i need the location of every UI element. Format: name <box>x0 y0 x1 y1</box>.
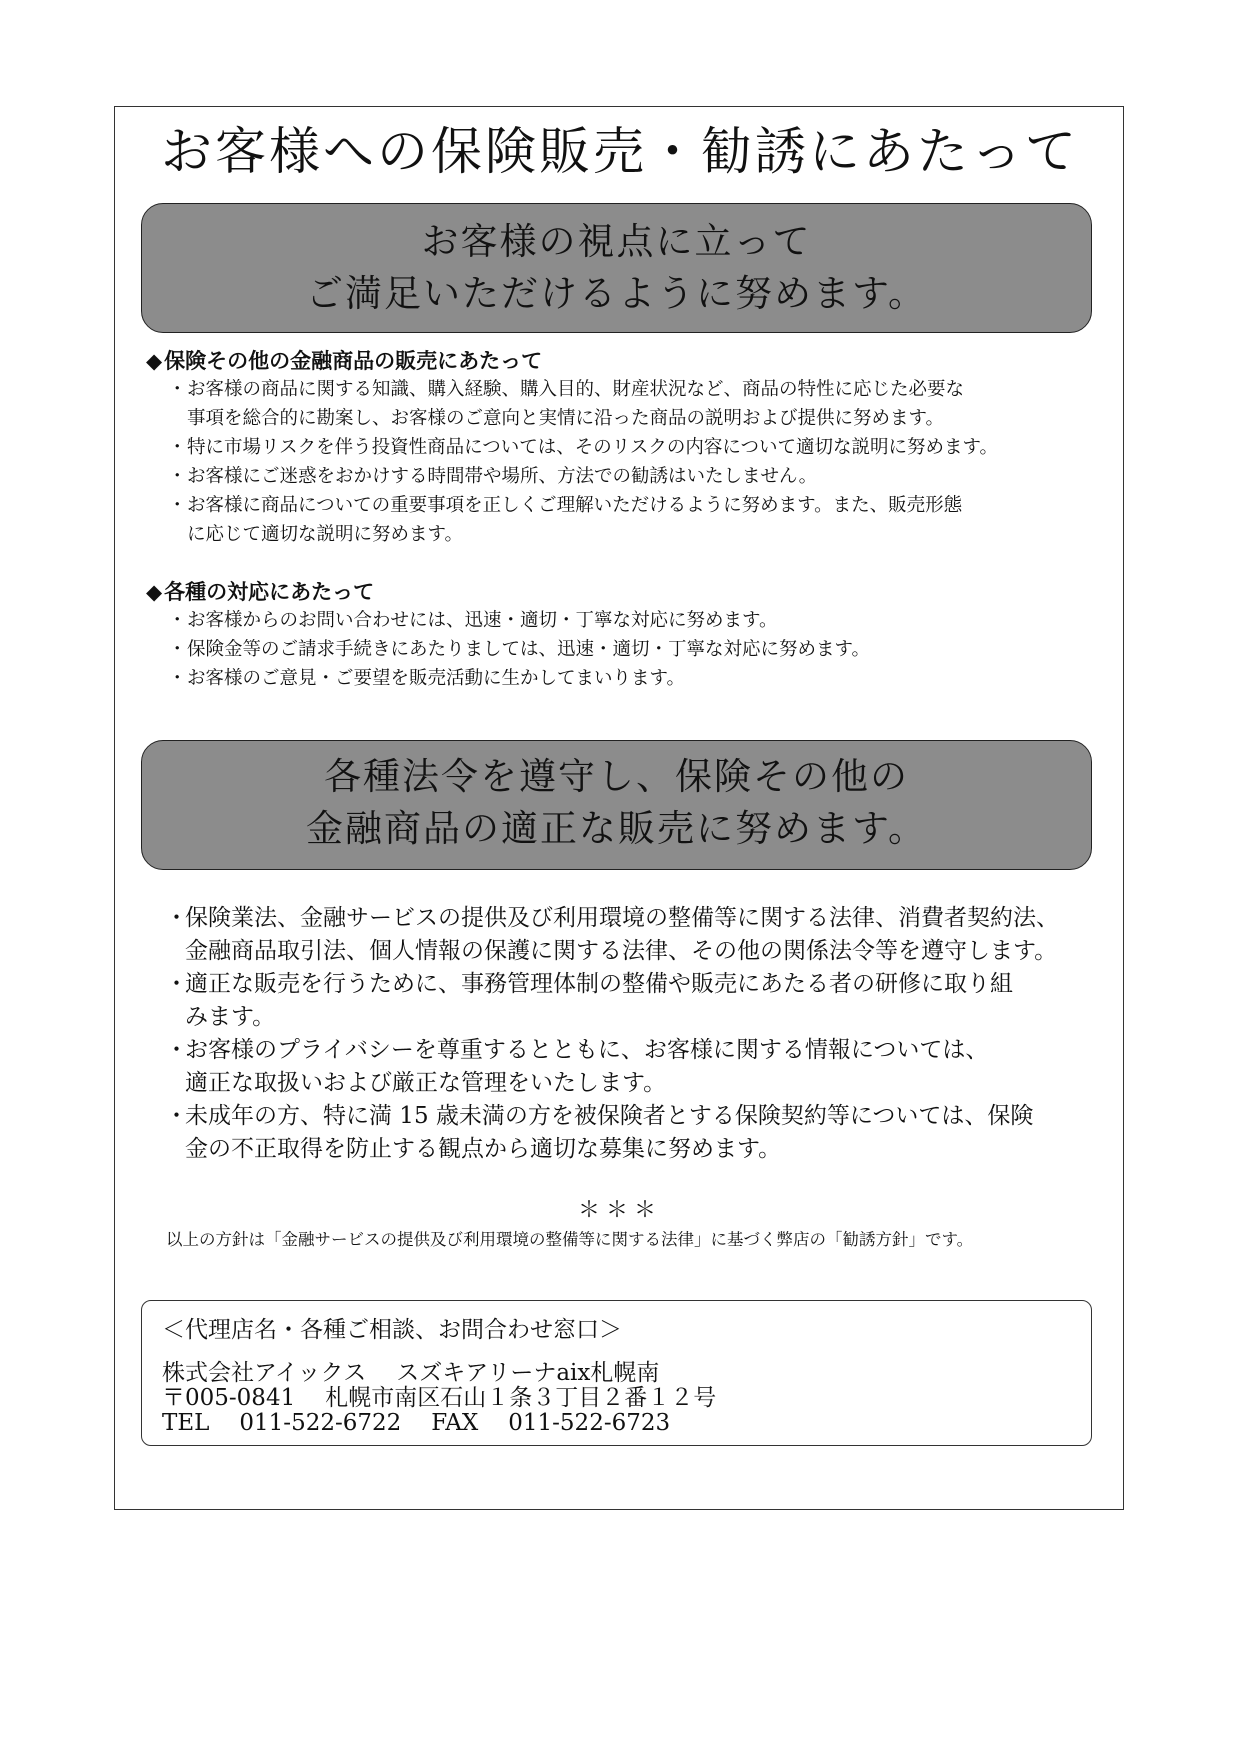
diamond-bullet-icon: ◆ <box>146 580 163 604</box>
bullet-dot: ・ <box>168 639 187 660</box>
list-item-text: みます。 <box>185 1004 276 1030</box>
phone-line <box>162 1411 716 1436</box>
list-item <box>146 664 1106 693</box>
banner-line: お客様の視点に立って <box>421 220 812 263</box>
branch-name: スズキアリーナaix札幌南 <box>396 1360 660 1386</box>
address: 札幌市南区石山１条３丁目２番１２号 <box>325 1385 717 1411</box>
list-item-text: 特に市場リスクを伴う投資性商品については、そのリスクの内容について適切な説明に努めます。 <box>187 437 999 458</box>
address-line <box>162 1386 716 1411</box>
banner-line: ご満足いただけるように努めます。 <box>305 272 928 315</box>
bullet-dot: ・ <box>168 668 187 689</box>
fax-number: 011-522-6723 <box>508 1410 671 1436</box>
list-item-text: お客様のプライバシーを尊重するとともに、お客様に関する情報については、 <box>185 1037 989 1063</box>
company-name: 株式会社アイックス <box>162 1360 367 1386</box>
bullet-dot: ・ <box>165 1103 188 1129</box>
banner-line: 各種法令を遵守し、保険その他の <box>324 755 909 798</box>
list-item <box>146 491 1106 549</box>
diamond-bullet-icon: ◆ <box>146 349 163 373</box>
bullet-dot: ・ <box>165 971 188 997</box>
asterisk-divider: ＊＊＊ <box>577 1198 662 1223</box>
bullet-dot: ・ <box>168 610 187 631</box>
list-item <box>146 433 1106 462</box>
page-title: お客様への保険販売・勧誘にあたって <box>160 123 1079 182</box>
fax-label: FAX <box>431 1410 479 1436</box>
list-item <box>146 635 1106 664</box>
list-item-text: に応じて適切な説明に努めます。 <box>187 524 464 545</box>
agency-name-line <box>162 1361 716 1386</box>
list-item-text: お客様からのお問い合わせには、迅速・適切・丁寧な対応に努めます。 <box>187 610 778 631</box>
policy-banner-compliance <box>141 740 1092 870</box>
policy-footnote: 以上の方針は「金融サービスの提供及び利用環境の整備等に関する法律」に基づく弊店の「勧誘方針」です。 <box>166 1230 974 1249</box>
tel-label: TEL <box>162 1410 210 1436</box>
list-item-text: 適正な販売を行うために、事務管理体制の整備や販売にあたる者の研修に取り組 <box>185 971 1013 997</box>
list-item <box>146 375 1106 433</box>
list-item-text: お客様の商品に関する知識、購入経験、購入目的、財産状況など、商品の特性に応じた必要な <box>187 379 965 400</box>
list-item-text: 金融商品取引法、個人情報の保護に関する法律、その他の関係法令等を遵守します。 <box>185 938 1058 964</box>
list-item-text: お客様にご迷惑をおかけする時間帯や場所、方法での勧誘はいたしません。 <box>187 466 818 487</box>
list-item <box>146 462 1106 491</box>
list-item-text: 事項を総合的に勘案し、お客様のご意向と実情に沿った商品の説明および提供に努めます。 <box>187 408 945 429</box>
compliance-list <box>165 902 1110 1166</box>
bullet-dot: ・ <box>168 437 187 458</box>
section-heading <box>146 347 1106 375</box>
section-heading-text: 各種の対応にあたって <box>164 580 375 604</box>
banner-line: 金融商品の適正な販売に努めます。 <box>305 807 928 850</box>
bullet-dot: ・ <box>168 379 187 400</box>
bullet-dot: ・ <box>168 466 187 487</box>
list-item-text: 保険金等のご請求手続きにあたりましては、迅速・適切・丁寧な対応に努めます。 <box>187 639 871 660</box>
contact-heading: ＜代理店名・各種ご相談、お問合わせ窓口＞ <box>162 1317 622 1343</box>
list-item <box>165 902 1110 968</box>
section-heading <box>146 578 1106 606</box>
list-item-text: お客様に商品についての重要事項を正しくご理解いただけるように努めます。また、販売形態 <box>187 495 963 516</box>
bullet-dot: ・ <box>168 495 187 516</box>
contact-box <box>141 1300 1092 1446</box>
bullet-dot: ・ <box>165 1037 188 1063</box>
list-item-text: 金の不正取得を防止する観点から適切な募集に努めます。 <box>185 1136 782 1162</box>
list-item <box>165 968 1110 1034</box>
list-item <box>165 1034 1110 1100</box>
contact-details <box>162 1361 716 1436</box>
list-item <box>165 1100 1110 1166</box>
list-item-text: 適正な取扱いおよび厳正な管理をいたします。 <box>185 1070 667 1096</box>
postal-code: 〒005-0841 <box>162 1385 296 1411</box>
section-heading-text: 保険その他の金融商品の販売にあたって <box>164 349 543 373</box>
list-item-text: 未成年の方、特に満 15 歳未満の方を被保険者とする保険契約等については、保険 <box>185 1103 1034 1129</box>
list-item <box>146 606 1106 635</box>
tel-number: 011-522-6722 <box>239 1410 402 1436</box>
policy-banner-customer-viewpoint <box>141 203 1092 333</box>
section-sales <box>146 347 1106 549</box>
bullet-dot: ・ <box>165 905 188 931</box>
section-support <box>146 578 1106 693</box>
list-item-text: 保険業法、金融サービスの提供及び利用環境の整備等に関する法律、消費者契約法、 <box>185 905 1059 931</box>
list-item-text: お客様のご意見・ご要望を販売活動に生かしてまいります。 <box>187 668 686 689</box>
